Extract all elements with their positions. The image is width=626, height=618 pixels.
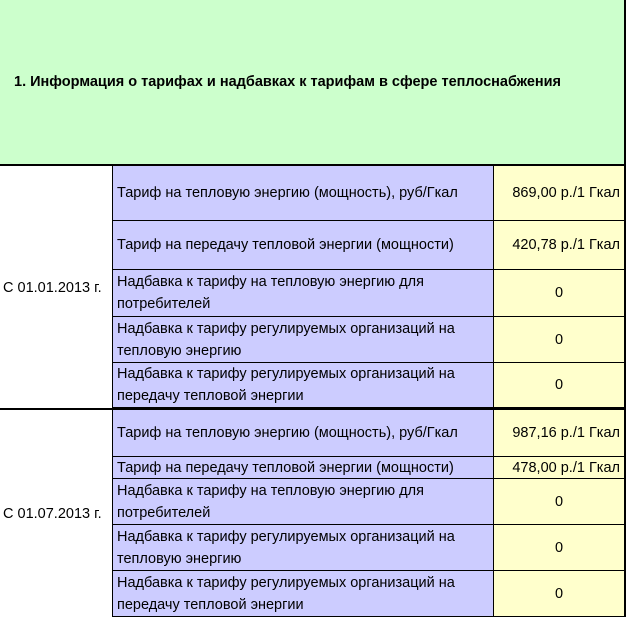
row-value: 478,00 р./1 Гкал xyxy=(493,457,626,479)
row-description: Тариф на передачу тепловой энергии (мощности) xyxy=(112,221,493,270)
row-description: Надбавка к тарифу на тепловую энергию для потребителей xyxy=(112,270,493,317)
row-description: Тариф на тепловую энергию (мощность), руб/Гкал xyxy=(112,166,493,221)
row-description: Надбавка к тарифу регулируемых организаций на передачу тепловой энергии xyxy=(112,363,493,408)
row-value: 0 xyxy=(493,571,626,617)
row-description: Тариф на передачу тепловой энергии (мощности) xyxy=(112,457,493,479)
table-title: 1. Информация о тарифах и надбавках к тарифам в сфере теплоснабжения xyxy=(0,0,626,166)
row-description: Надбавка к тарифу регулируемых организаций на тепловую энергию xyxy=(112,317,493,363)
period-label: С 01.01.2013 г. xyxy=(0,166,112,409)
period-label: С 01.07.2013 г. xyxy=(0,410,112,617)
row-description: Надбавка к тарифу на тепловую энергию для потребителей xyxy=(112,479,493,525)
row-description: Тариф на тепловую энергию (мощность), руб/Гкал xyxy=(112,410,493,457)
row-value: 420,78 р./1 Гкал xyxy=(493,221,626,270)
row-value: 987,16 р./1 Гкал xyxy=(493,410,626,457)
row-value: 0 xyxy=(493,363,626,408)
row-value: 0 xyxy=(493,479,626,525)
row-value: 869,00 р./1 Гкал xyxy=(493,166,626,221)
row-value: 0 xyxy=(493,525,626,571)
row-description: Надбавка к тарифу регулируемых организаций на тепловую энергию xyxy=(112,525,493,571)
row-value: 0 xyxy=(493,317,626,363)
row-value: 0 xyxy=(493,270,626,317)
row-description: Надбавка к тарифу регулируемых организаций на передачу тепловой энергии xyxy=(112,571,493,617)
